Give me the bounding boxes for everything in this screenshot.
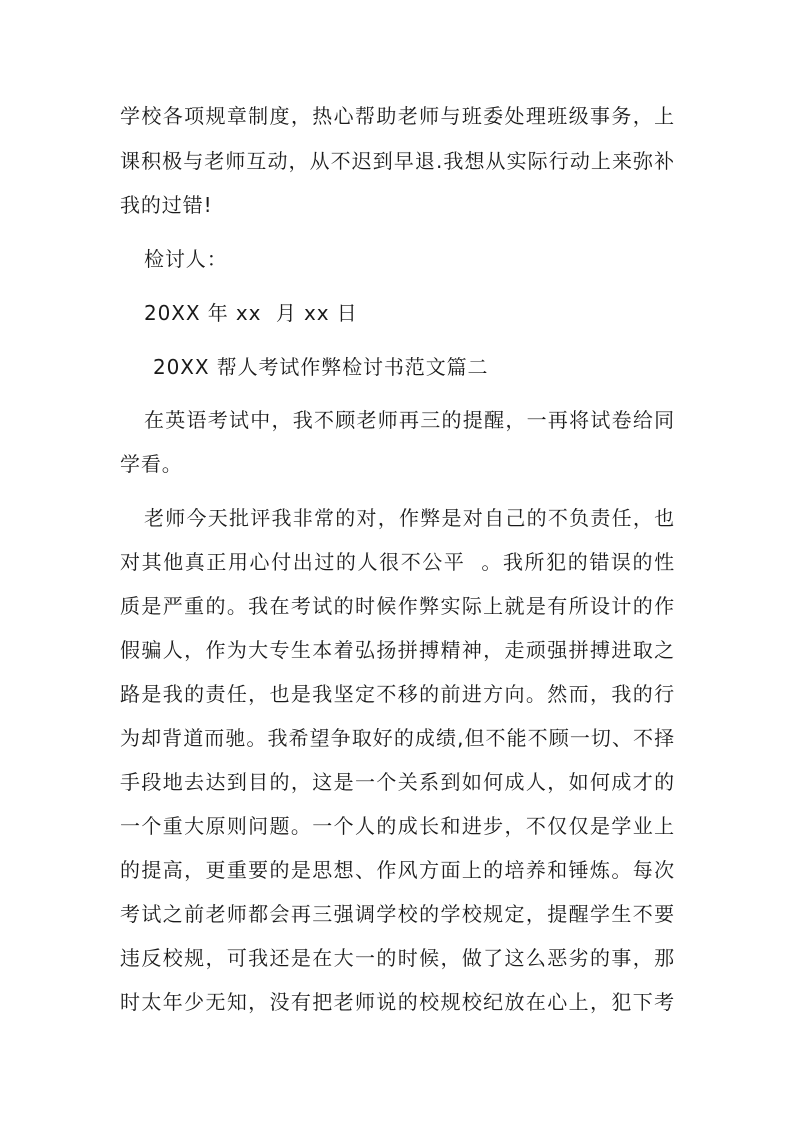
paragraph-3-line-12: 时太年少无知，没有把老师说的校规校纪放在心上，犯下考	[120, 990, 675, 1014]
paragraph-1-line-3: 我的过错!	[120, 193, 213, 217]
paragraph-3-line-11: 违反校规，可我还是在大一的时候，做了这么恶劣的事，那	[120, 946, 675, 970]
paragraph-3-line-6: 为却背道而驰。我希望争取好的成绩,但不能不顾一切、不择	[120, 726, 675, 750]
date-line: 20XX 年 xx 月 xx 日	[144, 301, 358, 325]
paragraph-3-line-10: 考试之前老师都会再三强调学校的学校规定，提醒学生不要	[120, 902, 675, 926]
paragraph-3-line-2: 对其他真正用心付出过的人很不公平 。我所犯的错误的性	[120, 550, 675, 574]
paragraph-3-line-5: 路是我的责任，也是我坚定不移的前进方向。然而，我的行	[120, 682, 675, 706]
paragraph-2-line-2: 学看。	[120, 452, 183, 476]
paragraph-3-line-7: 手段地去达到目的，这是一个关系到如何成人，如何成才的	[120, 770, 675, 794]
paragraph-3-line-3: 质是严重的。我在考试的时候作弊实际上就是有所设计的作	[120, 594, 675, 618]
paragraph-3-line-1: 老师今天批评我非常的对，作弊是对自己的不负责任，也	[144, 506, 675, 530]
signature-label: 检讨人：	[144, 247, 228, 271]
paragraph-1-line-2: 课积极与老师互动，从不迟到早退.我想从实际行动上来弥补	[120, 149, 675, 173]
paragraph-3-line-4: 假骗人，作为大专生本着弘扬拼搏精神，走顽强拼搏进取之	[120, 638, 675, 662]
paragraph-3-line-8: 一个重大原则问题。一个人的成长和进步，不仅仅是学业上	[120, 814, 675, 838]
section-title: 20XX 帮人考试作弊检讨书范文篇二	[153, 355, 489, 379]
paragraph-2-line-1: 在英语考试中，我不顾老师再三的提醒，一再将试卷给同	[144, 408, 675, 432]
paragraph-1-line-1: 学校各项规章制度，热心帮助老师与班委处理班级事务，上	[120, 104, 675, 128]
paragraph-3-line-9: 的提高，更重要的是思想、作风方面上的培养和锤炼。每次	[120, 858, 675, 882]
